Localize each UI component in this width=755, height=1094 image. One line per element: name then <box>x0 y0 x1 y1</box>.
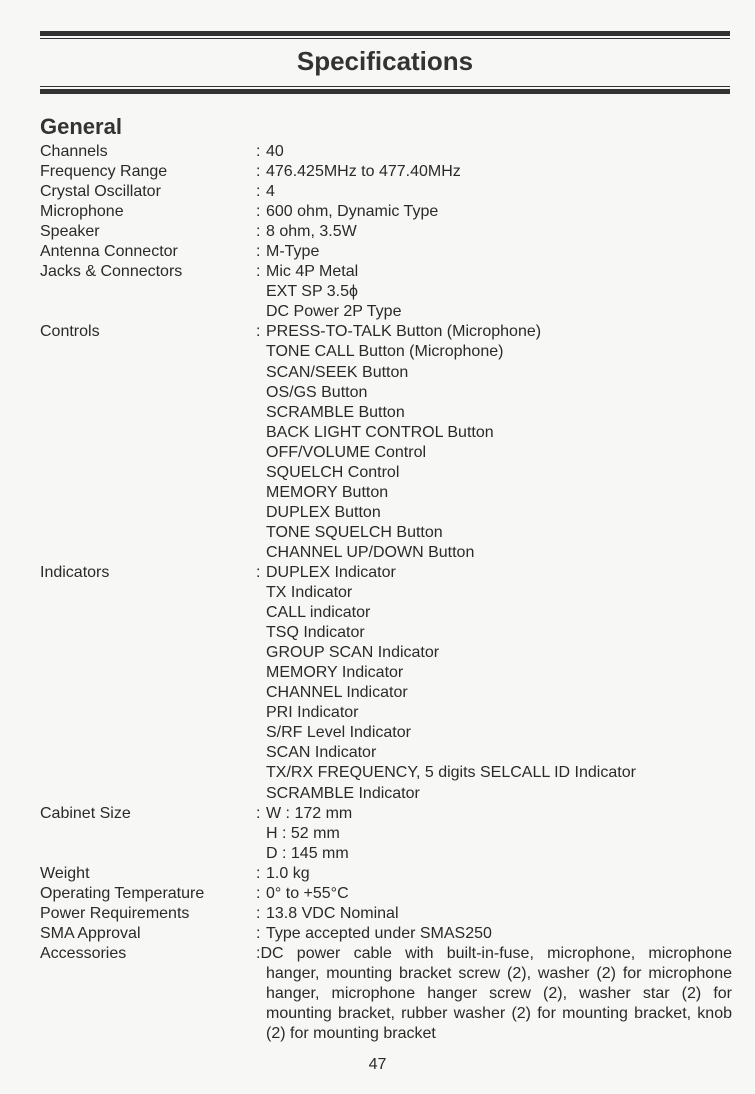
spec-row <box>40 202 732 222</box>
spec-row <box>40 182 732 202</box>
spec-label: Microphone <box>40 203 124 221</box>
spec-values: : Type accepted under SMAS250 <box>256 924 492 942</box>
spec-label: Operating Temperature <box>40 884 205 902</box>
spec-values: : W : 172 mm H : 52 mm D : 145 mm <box>256 804 353 862</box>
spec-value: OS/GS Button <box>266 383 368 401</box>
spec-value: 4 <box>266 183 275 201</box>
spec-row <box>40 884 732 904</box>
page-number: 47 <box>368 1056 387 1073</box>
spec-values: : 40 <box>256 143 284 160</box>
spec-row <box>40 262 732 322</box>
spec-label: Jacks & Connectors <box>40 263 183 281</box>
spec-value: Mic 4P Metal <box>266 263 359 281</box>
spec-value: DC power cable with built-in-fuse, microphone, microphone hanger, mounting bracket screw (2), washer (2) for microphone hanger, microphone hanger screw (2), washer star (2) for mounting bracket, rubber washer (2) for mounting bracket, knob (2) for mounting bracket <box>260 944 732 1043</box>
header-rule-bottom <box>40 86 730 94</box>
spec-value: SCAN Indicator <box>266 744 377 762</box>
spec-list <box>40 142 732 1044</box>
spec-label: Weight <box>40 864 90 882</box>
spec-row <box>40 924 732 944</box>
page-title: Specifications <box>296 46 474 76</box>
spec-value: DC Power 2P Type <box>266 303 402 321</box>
spec-value: MEMORY Button <box>266 483 389 501</box>
spec-value: 476.425MHz to 477.40MHz <box>266 163 461 181</box>
spec-values: : 13.8 VDC Nominal <box>256 904 399 922</box>
spec-value: DUPLEX Button <box>266 503 381 521</box>
spec-value: BACK LIGHT CONTROL Button <box>266 423 494 441</box>
spec-value: SCAN/SEEK Button <box>266 363 409 381</box>
spec-row <box>40 242 732 262</box>
spec-value: D : 145 mm <box>266 844 349 862</box>
spec-values: : 1.0 kg <box>256 864 310 882</box>
spec-values: : 600 ohm, Dynamic Type <box>256 203 439 221</box>
spec-value: W : 172 mm <box>266 804 353 822</box>
spec-value: DUPLEX Indicator <box>266 563 396 581</box>
spec-row <box>40 904 732 924</box>
spec-row <box>40 162 732 182</box>
spec-label: Power Requirements <box>40 904 190 922</box>
spec-value: Type accepted under SMAS250 <box>266 924 492 942</box>
spec-value: PRESS-TO-TALK Button (Microphone) <box>266 323 542 341</box>
spec-values: : M-Type <box>256 243 320 261</box>
spec-value: 1.0 kg <box>266 864 310 882</box>
section-heading: General <box>40 114 122 139</box>
spec-values: : PRESS-TO-TALK Button (Microphone) TONE CALL Button (Microphone) SCAN/SEEK Button OS/GS Button SCRAMBLE Button BACK LIGHT CONTROL Button OFF/VOLUME Control SQUELCH Control MEMORY Button DUPLEX Button TONE SQUELCH Button CHANNEL UP/DOWN Button <box>256 323 542 561</box>
spec-label: Cabinet Size <box>40 804 131 822</box>
spec-row <box>40 804 732 864</box>
spec-row <box>40 222 732 242</box>
spec-row <box>40 142 732 162</box>
spec-value: 600 ohm, Dynamic Type <box>266 203 439 221</box>
spec-row <box>40 864 732 884</box>
spec-row <box>40 322 732 563</box>
spec-value: 8 ohm, 3.5W <box>266 223 357 241</box>
spec-value: PRI Indicator <box>266 704 359 722</box>
spec-value: 0° to +55°C <box>266 884 349 902</box>
spec-value: CHANNEL UP/DOWN Button <box>266 543 475 561</box>
spec-label: Accessories <box>40 944 127 962</box>
spec-value: TONE SQUELCH Button <box>266 523 443 541</box>
spec-values: : 476.425MHz to 477.40MHz <box>256 163 461 181</box>
header-rule-top <box>40 31 730 39</box>
spec-value: SCRAMBLE Indicator <box>266 784 420 802</box>
spec-value: EXT SP 3.5ϕ <box>266 283 358 301</box>
spec-value: S/RF Level Indicator <box>266 724 411 742</box>
spec-value: TX/RX FREQUENCY, 5 digits SELCALL ID Indicator <box>266 764 636 782</box>
spec-value: TONE CALL Button (Microphone) <box>266 343 504 361</box>
spec-label: Channels <box>40 143 108 160</box>
spec-value: CHANNEL Indicator <box>266 684 408 702</box>
spec-values: : DUPLEX Indicator TX Indicator CALL indicator TSQ Indicator GROUP SCAN Indicator MEMORY Indicator CHANNEL Indicator PRI Indicator S/RF Level Indicator SCAN Indicator TX/RX FREQUENCY, 5 digits SELCALL ID Indicator SCRAMBLE Indicator <box>256 563 636 802</box>
spec-value: TX Indicator <box>266 584 353 602</box>
spec-row <box>40 563 732 804</box>
spec-value: OFF/VOLUME Control <box>266 443 427 461</box>
spec-value: TSQ Indicator <box>266 624 365 642</box>
spec-value: SCRAMBLE Button <box>266 403 405 421</box>
spec-values: : 8 ohm, 3.5W <box>256 223 357 241</box>
spec-values: : Mic 4P Metal EXT SP 3.5ϕ DC Power 2P Type <box>256 263 402 321</box>
spec-label: Frequency Range <box>40 163 168 181</box>
spec-label: Speaker <box>40 223 100 241</box>
spec-value: MEMORY Indicator <box>266 664 404 682</box>
spec-value: M-Type <box>266 243 320 261</box>
spec-label: Indicators <box>40 563 110 581</box>
spec-label: Controls <box>40 323 100 341</box>
spec-value: CALL indicator <box>266 604 371 622</box>
spec-values: :DC power cable with built-in-fuse, microphone, microphone hanger, mounting bracket screw (2), washer (2) for microphone hanger, microphone hanger screw (2), washer star (2) for mounting bracket, rubber washer (2) for mounting bracket, knob (2) for mounting bracket <box>256 944 732 1043</box>
spec-value: 13.8 VDC Nominal <box>266 904 399 922</box>
spec-values: : 4 <box>256 183 275 201</box>
spec-value: H : 52 mm <box>266 824 340 842</box>
spec-value: 40 <box>266 143 284 160</box>
spec-value: SQUELCH Control <box>266 463 400 481</box>
spec-label: Antenna Connector <box>40 243 178 261</box>
spec-values: : 0° to +55°C <box>256 884 349 902</box>
spec-row <box>40 944 732 1044</box>
spec-label: SMA Approval <box>40 924 141 942</box>
spec-label: Crystal Oscillator <box>40 183 161 201</box>
spec-value: GROUP SCAN Indicator <box>266 644 440 662</box>
